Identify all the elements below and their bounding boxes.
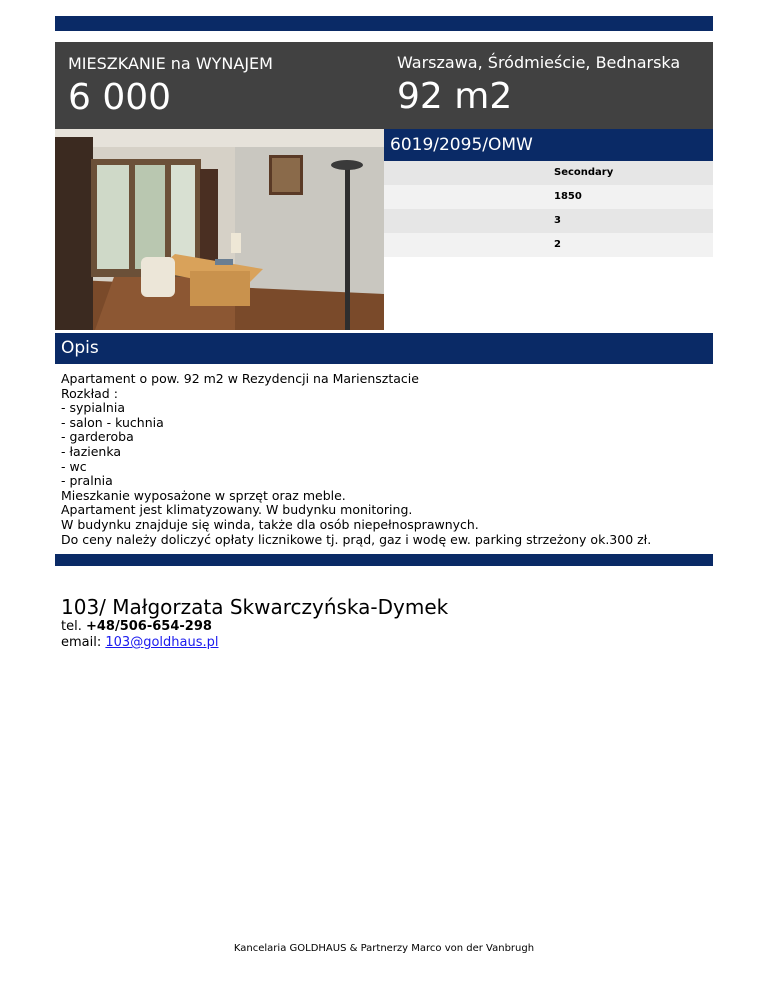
description-line: - wc [61, 458, 87, 474]
param-row: 3 [384, 209, 713, 233]
param-row: Secondary [384, 161, 713, 185]
agent-contact [61, 595, 448, 651]
description-line: - łazienka [61, 443, 122, 459]
reference-number: 6019/2095/OMW [384, 129, 713, 161]
param-row: 1850 [384, 185, 713, 209]
top-band [55, 16, 713, 31]
description-line: Do ceny należy doliczyć opłaty licznikowe tj. prąd, gaz i wodę ew. parking strzeżony ok.300 zł. [61, 531, 652, 547]
area: 92 m2 [397, 76, 513, 117]
listing-header [55, 42, 713, 129]
footer: Kancelaria GOLDHAUS & Partnerzy Marco von der Vanbrugh [233, 943, 535, 954]
description-heading: Opis [55, 333, 713, 364]
agent-name: 103/ Małgorzata Skwarczyńska-Dymek [61, 595, 449, 619]
description-line: - sypialnia [61, 400, 125, 416]
description-line: - pralnia [61, 473, 113, 489]
header-left [68, 54, 273, 120]
description-line: - salon - kuchnia [61, 414, 164, 430]
email-link[interactable]: 103@goldhaus.pl [105, 635, 219, 650]
description-line: Apartament o pow. 92 m2 w Rezydencji na Mariensztacie [61, 371, 419, 386]
param-row: 2 [384, 233, 713, 257]
phone-label: tel. [61, 619, 82, 634]
header-right [397, 53, 680, 119]
location: Warszawa, Śródmieście, Bednarska [397, 53, 681, 72]
description-line: Mieszkanie wyposażone w sprzęt oraz meble. [61, 487, 346, 503]
description-line: Apartament jest klimatyzowany. W budynku monitoring. [61, 502, 413, 518]
bottom-band [55, 554, 713, 566]
email-label: email: [61, 635, 102, 650]
params-table [384, 161, 713, 257]
property-photo [55, 129, 384, 330]
agent-email-line [61, 635, 448, 651]
description-line: Rozkład : [61, 385, 118, 401]
agent-phone-line [61, 619, 448, 635]
phone-number: +48/506-654-298 [85, 619, 212, 634]
description-line: W budynku znajduje się winda, także dla osób niepełnosprawnych. [61, 516, 479, 532]
offer-type: MIESZKANIE na WYNAJEM [68, 54, 273, 73]
price: 6 000 [68, 77, 172, 118]
description-text [61, 372, 711, 547]
description-line: - garderoba [61, 429, 134, 445]
